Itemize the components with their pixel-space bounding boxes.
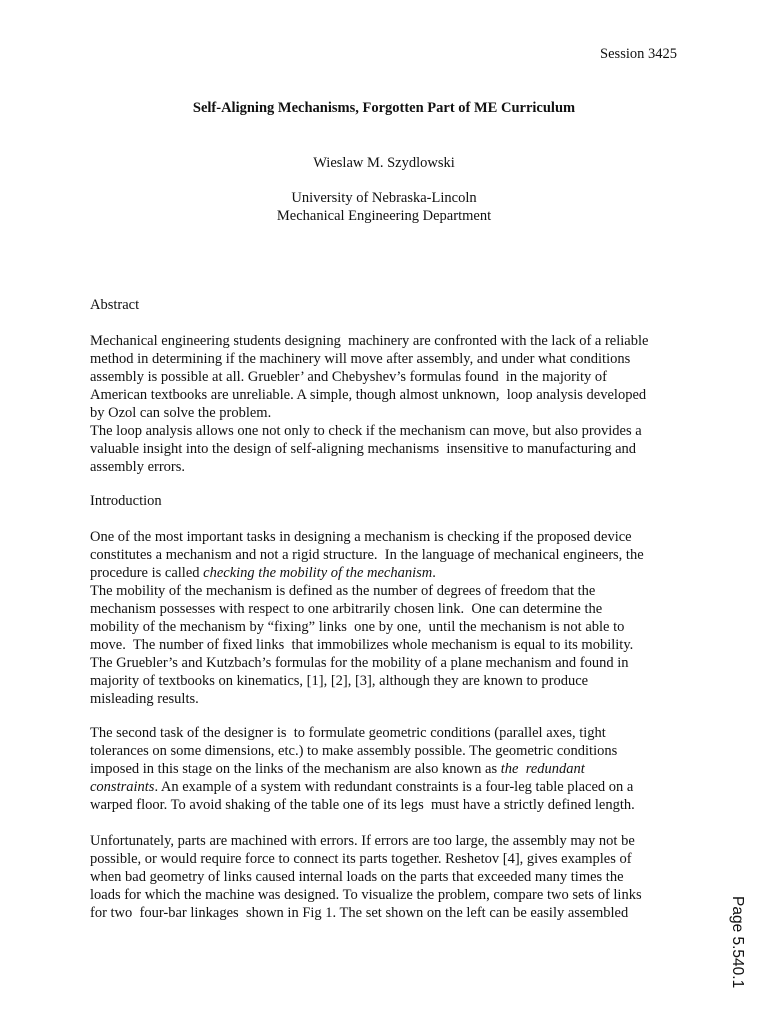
introduction-heading: Introduction	[90, 493, 162, 509]
abstract-line: American textbooks are unreliable. A simple, though almost unknown, loop analysis developed	[90, 387, 647, 403]
affiliation-university: University of Nebraska-Lincoln	[291, 190, 477, 206]
paragraph-line: move. The number of fixed links that immobilizes whole mechanism is equal to its mobility.	[90, 637, 634, 653]
affiliation	[0, 189, 768, 225]
abstract-paragraph	[90, 332, 690, 476]
abstract-line: by Ozol can solve the problem.	[90, 405, 272, 421]
text-run: . An example of a system with redundant constraints is a four-leg table placed on a	[154, 779, 634, 795]
paragraph-line: for two four-bar linkages shown in Fig 1. The set shown on the left can be easily assembled	[90, 905, 629, 921]
paragraph-line: The second task of the designer is to formulate geometric conditions (parallel axes, tight	[90, 725, 606, 741]
intro-paragraph-3	[90, 832, 690, 922]
abstract-line: assembly errors.	[90, 459, 186, 475]
paragraph-line: constitutes a mechanism and not a rigid structure. In the language of mechanical engineers, the	[90, 547, 644, 563]
paper-title: Self-Aligning Mechanisms, Forgotten Part of ME Curriculum	[192, 100, 576, 116]
paragraph-line	[90, 778, 690, 796]
abstract-line: The loop analysis allows one not only to check if the mechanism can move, but also provides a	[90, 423, 642, 439]
abstract-line: method in determining if the machinery will move after assembly, and under what conditions	[90, 351, 631, 367]
paragraph-line: when bad geometry of links caused internal loads on the parts that exceeded many times the	[90, 869, 624, 885]
text-run: .	[432, 565, 436, 581]
affiliation-department: Mechanical Engineering Department	[276, 208, 492, 224]
intro-paragraph-2	[90, 724, 690, 814]
paragraph-line: tolerances on some dimensions, etc.) to make assembly possible. The geometric conditions	[90, 743, 618, 759]
italic-term: the redundant	[500, 761, 585, 777]
paragraph-line: Unfortunately, parts are machined with errors. If errors are too large, the assembly may not be	[90, 833, 635, 849]
text-run: procedure is called	[90, 565, 204, 581]
italic-term: checking the mobility of the mechanism	[203, 565, 433, 581]
paragraph-line: warped floor. To avoid shaking of the table one of its legs must have a strictly defined length.	[90, 797, 635, 813]
abstract-line: valuable insight into the design of self-aligning mechanisms insensitive to manufacturing and	[90, 441, 637, 457]
italic-term: constraints	[90, 779, 155, 795]
intro-paragraph-1	[90, 528, 690, 708]
paragraph-line: One of the most important tasks in designing a mechanism is checking if the proposed device	[90, 529, 632, 545]
paragraph-line: majority of textbooks on kinematics, [1], [2], [3], although they are known to produce	[90, 673, 589, 689]
paragraph-line: mechanism possesses with respect to one arbitrarily chosen link. One can determine the	[90, 601, 603, 617]
abstract-line: Mechanical engineering students designing machinery are confronted with the lack of a reliable	[90, 333, 649, 349]
paragraph-line: The Gruebler’s and Kutzbach’s formulas for the mobility of a plane mechanism and found in	[90, 655, 629, 671]
text-run: imposed in this stage on the links of the mechanism are also known as	[90, 761, 501, 777]
abstract-heading: Abstract	[90, 297, 140, 313]
paragraph-line	[90, 564, 690, 582]
page-number-footer	[726, 896, 766, 1016]
paragraph-line: possible, or would require force to connect its parts together. Reshetov [4], gives examples of	[90, 851, 632, 867]
page-number: Page 5.540.1	[729, 896, 746, 989]
paragraph-line	[90, 760, 690, 778]
abstract-line: assembly is possible at all. Gruebler’ and Chebyshev’s formulas found in the majority of	[90, 369, 607, 385]
paragraph-line: misleading results.	[90, 691, 199, 707]
paragraph-line: mobility of the mechanism by “fixing” links one by one, until the mechanism is not able to	[90, 619, 625, 635]
author-name: Wieslaw M. Szydlowski	[313, 155, 455, 171]
session-number: Session 3425	[600, 46, 677, 62]
paragraph-line: The mobility of the mechanism is defined as the number of degrees of freedom that the	[90, 583, 596, 599]
paragraph-line: loads for which the machine was designed. To visualize the problem, compare two sets of links	[90, 887, 642, 903]
